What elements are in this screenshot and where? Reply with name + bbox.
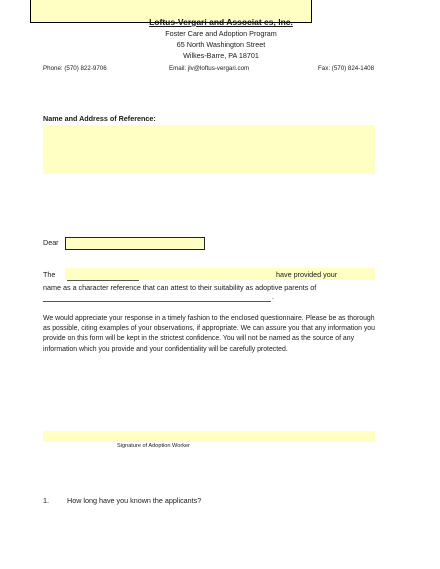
question-number: 1. bbox=[43, 496, 49, 505]
reference-address-field[interactable] bbox=[43, 125, 375, 174]
email-address: Email: jlv@loftus-vergari.com bbox=[169, 65, 250, 72]
street-address: 65 North Washington Street bbox=[176, 40, 266, 49]
program-name: Foster Care and Adoption Program bbox=[165, 29, 277, 38]
fax-number: Fax: (570) 824-1408 bbox=[318, 65, 375, 72]
dear-name-field[interactable] bbox=[65, 237, 205, 250]
phone-number: Phone: (570) 822-9706 bbox=[43, 65, 107, 72]
reference-heading: Name and Address of Reference: bbox=[43, 114, 156, 123]
have-provided-text: have provided your bbox=[276, 270, 338, 279]
reference-purpose-text: name as a character reference that can attest to their suitability as adoptive parents of bbox=[43, 283, 317, 292]
dear-label: Dear bbox=[43, 238, 59, 247]
the-label: The bbox=[43, 270, 56, 279]
confidentiality-paragraph: We would appreciate your response in a timely fashion to the enclosed questionnaire. Please be as thorough as possible, citing examples of your observations, if appropriate. We can assure you that any information you provide on this form will be kept in the strictest confidence. You will not be named as the source of any information which you provide and your confidentiality will be carefully protected. bbox=[43, 315, 375, 353]
company-name: Loftus-Vergari and Associat es, Inc. bbox=[149, 17, 293, 27]
signature-field[interactable] bbox=[43, 431, 375, 442]
city-address: Wilkes-Barre, PA 18701 bbox=[183, 51, 259, 60]
applicants-name-underline bbox=[67, 280, 139, 281]
sentence-period: . bbox=[272, 292, 274, 301]
signature-label: Signature of Adoption Worker bbox=[117, 443, 190, 449]
child-name-field[interactable] bbox=[43, 301, 271, 302]
question-text: How long have you known the applicants? bbox=[67, 496, 202, 505]
